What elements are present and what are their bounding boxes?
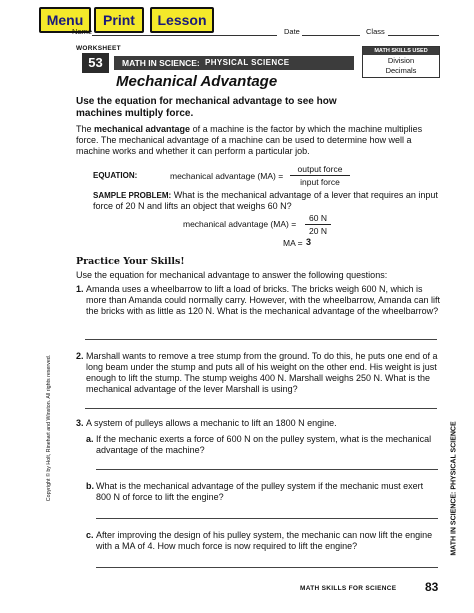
equation-fraction-bar: [290, 175, 350, 176]
q3b-letter: b.: [86, 481, 94, 491]
equation-lhs: mechanical advantage (MA) =: [170, 171, 284, 181]
equation-denominator: input force: [300, 177, 340, 187]
q3b-text: What is the mechanical advantage of the pulley system if the mechanic must exert 800 N of force to lift the engine?: [96, 481, 424, 502]
print-button[interactable]: Print: [94, 7, 144, 33]
q2-text: Marshall wants to remove a tree stump from the ground. To do this, he puts one end of a long beam under the stump and puts all of his weight on the other end. His weight is just enough to lift the stump. The stump weighs 400 N. Marshall weighs 250 N. What is the mechanical advantage of the lever Marshall is using?: [86, 351, 438, 394]
menu-button[interactable]: Menu: [39, 7, 91, 33]
page-number: 83: [425, 580, 439, 594]
class-label: Class: [366, 27, 385, 36]
q3a-answer-line[interactable]: [96, 469, 438, 470]
q3-number: 3.: [76, 418, 84, 428]
name-line: [92, 35, 277, 36]
sample-lhs: mechanical advantage (MA) =: [183, 219, 297, 229]
q3a-letter: a.: [86, 434, 94, 444]
q1-text: Amanda uses a wheelbarrow to lift a load of bricks. The bricks weigh 600 N, which is more than Amanda could normally carry. However, with the wheelbarrow, Amanda can lift the bricks with as little as 120 N. What is the mechanical advantage of the wheelbarrow?: [86, 284, 441, 316]
q3-text: A system of pulleys allows a mechanic to lift an 1800 N engine.: [86, 418, 337, 428]
worksheet-number: 53: [88, 55, 103, 70]
sample-text: What is the mechanical advantage of a lever that requires an input force of 20 N and lifts an object that weighs 60 N?: [93, 190, 438, 211]
practice-instruction: Use the equation for mechanical advantage to answer the following questions:: [76, 270, 388, 280]
practice-heading: Practice Your Skills!: [76, 256, 185, 267]
sample-result: 3: [306, 237, 312, 247]
sample-problem: [93, 190, 445, 212]
q2-answer-line[interactable]: [85, 408, 437, 409]
intro-term: mechanical advantage: [94, 124, 191, 134]
banner-prefix: MATH IN SCIENCE:: [122, 58, 200, 68]
equation-label: EQUATION:: [93, 171, 138, 180]
equation-numerator: output force: [297, 164, 343, 174]
date-line: [302, 35, 360, 36]
q1-number: 1.: [76, 284, 84, 294]
class-line: [388, 35, 439, 36]
skill-division: Division: [387, 56, 415, 65]
section-banner: [114, 56, 354, 70]
copyright-notice: Copyright © by Holt, Rinehart and Winston. All rights reserved.: [46, 354, 52, 502]
skills-box: [362, 46, 440, 78]
sample-denominator: 20 N: [309, 226, 327, 236]
q3c-letter: c.: [86, 530, 94, 540]
worksheet-label: WORKSHEET: [76, 45, 121, 52]
date-label: Date: [284, 27, 300, 36]
subtitle: Use the equation for mechanical advantage to see how machines multiply force.: [76, 96, 337, 119]
q3a-text: If the mechanic exerts a force of 600 N on the pulley system, what is the mechanical advantage of the machine?: [96, 434, 432, 455]
banner-suffix: PHYSICAL SCIENCE: [205, 58, 290, 67]
intro-paragraph: [76, 124, 444, 157]
sample-label: SAMPLE PROBLEM:: [93, 191, 172, 200]
sample-result-lhs: MA =: [283, 238, 303, 248]
q1-answer-line[interactable]: [85, 339, 437, 340]
q3c-answer-line[interactable]: [96, 567, 438, 568]
q3b-answer-line[interactable]: [96, 518, 438, 519]
sample-fraction-bar: [305, 224, 331, 225]
skill-decimals: Decimals: [385, 66, 417, 75]
intro-rest: of a machine is the factor by which the machine multiplies force. The mechanical advantage of a machine can be used to determine how well a machine works and whether it can perform a particular job.: [76, 124, 423, 156]
name-label: Name: [72, 27, 93, 36]
intro-prefix: The: [76, 124, 95, 134]
sample-numerator: 60 N: [309, 213, 327, 223]
skills-title: MATH SKILLS USED: [363, 47, 439, 55]
footer-label: MATH SKILLS FOR SCIENCE: [300, 585, 397, 592]
side-section-label: MATH IN SCIENCE: PHYSICAL SCIENCE: [450, 421, 458, 556]
lesson-button[interactable]: Lesson: [150, 7, 214, 33]
page-title: Mechanical Advantage: [116, 73, 278, 90]
q3c-text: After improving the design of his pulley system, the mechanic can now lift the engine with a MA of 4. How much force is now required to lift the engine?: [96, 530, 433, 551]
q2-number: 2.: [76, 351, 84, 361]
